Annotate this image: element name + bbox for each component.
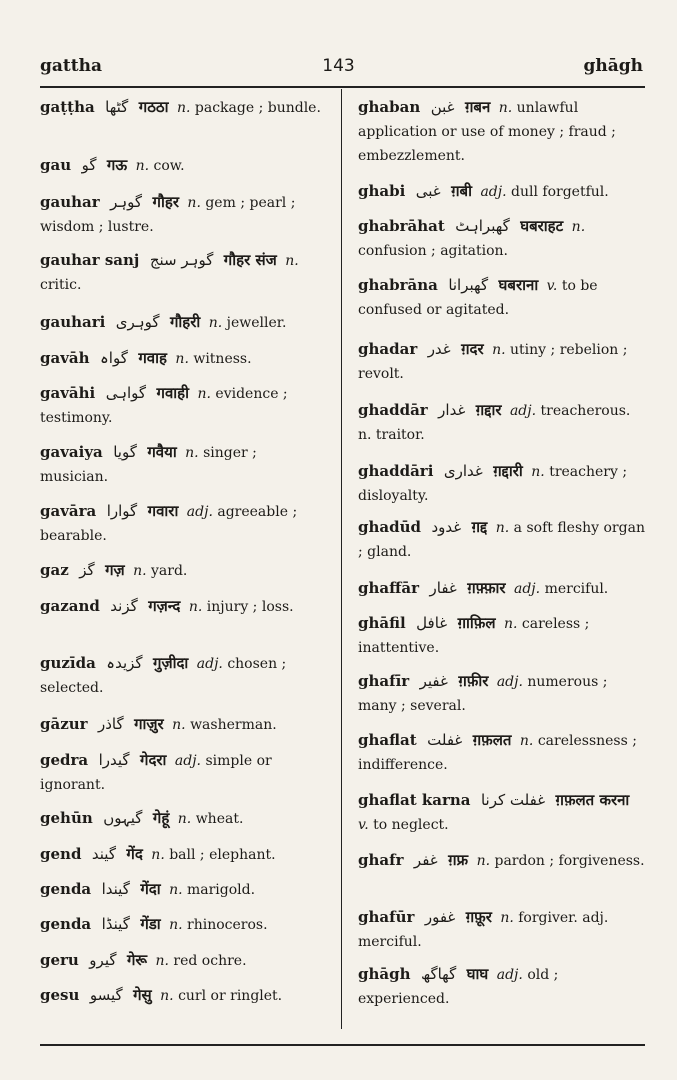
- dictionary-entry: [40, 440, 322, 489]
- footer-rule: [40, 1044, 645, 1046]
- headword: ghafīr: [358, 672, 410, 690]
- part-of-speech: adj.: [174, 753, 202, 769]
- definition: old ; experienced.: [358, 967, 559, 1007]
- urdu-script: گینڈا: [101, 915, 130, 933]
- headword: ghaflat: [358, 731, 417, 749]
- definition: utiny ; rebelion ; revolt.: [358, 342, 628, 382]
- part-of-speech: n.: [176, 100, 191, 116]
- dictionary-entry: [40, 558, 322, 583]
- part-of-speech: n.: [187, 195, 201, 211]
- part-of-speech: n.: [177, 811, 192, 827]
- part-of-speech: n.: [500, 910, 514, 926]
- hindi-script: ग़बन: [464, 98, 491, 116]
- headword: genda: [40, 880, 92, 898]
- urdu-script: گو: [81, 156, 97, 174]
- part-of-speech: n.: [476, 853, 491, 869]
- part-of-speech: n.: [160, 988, 174, 1004]
- headword: ghaffār: [358, 579, 420, 597]
- definition: chosen ; selected.: [40, 656, 287, 696]
- part-of-speech: n.: [185, 445, 199, 461]
- definition: curl or ringlet.: [178, 988, 283, 1004]
- part-of-speech: n.: [208, 315, 223, 331]
- definition: injury ; loss.: [206, 599, 294, 615]
- definition: dull forgetful.: [511, 184, 609, 200]
- dictionary-entry: [40, 248, 322, 297]
- headword: gehūn: [40, 809, 93, 827]
- definition: ball ; elephant.: [169, 847, 276, 863]
- headword: gaṭṭha: [40, 98, 95, 116]
- dictionary-entry: [40, 95, 322, 120]
- hindi-script: ग़बी: [451, 182, 472, 200]
- dictionary-entry: [40, 190, 322, 239]
- definition: cow.: [153, 158, 185, 174]
- dictionary-entry: [358, 728, 648, 777]
- urdu-script: غبن: [430, 98, 455, 116]
- hindi-script: गवाही: [156, 384, 190, 402]
- part-of-speech: adj.: [496, 674, 523, 690]
- hindi-script: गेंडा: [140, 915, 161, 933]
- dictionary-entry: [40, 499, 322, 548]
- dictionary-entry: [358, 576, 648, 601]
- headword: gavaiya: [40, 443, 103, 461]
- column-divider: [341, 89, 342, 1029]
- headword: gend: [40, 845, 82, 863]
- dictionary-entry: [358, 214, 648, 263]
- part-of-speech: n.: [155, 953, 169, 969]
- part-of-speech: n.: [169, 917, 183, 933]
- dictionary-entry: [40, 712, 322, 737]
- headword: ghadar: [358, 340, 418, 358]
- urdu-script: گیہوں: [103, 809, 143, 827]
- hindi-script: ग़द्द: [471, 518, 488, 536]
- headword: gesu: [40, 986, 80, 1004]
- header-guide-word-right: ghāgh: [583, 56, 643, 76]
- part-of-speech: n.: [503, 616, 518, 632]
- hindi-script: गौहर: [152, 193, 179, 211]
- headword: gavāra: [40, 502, 97, 520]
- headword: gau: [40, 156, 72, 174]
- dictionary-entry: [358, 337, 648, 386]
- headword: gavāh: [40, 349, 90, 367]
- definition: a soft fleshy organ ; gland.: [358, 520, 645, 560]
- definition: pardon ; forgiveness.: [494, 853, 645, 869]
- urdu-script: غداری: [443, 462, 483, 480]
- definition: numerous ; many ; several.: [358, 674, 608, 714]
- definition: wheat.: [195, 811, 244, 827]
- part-of-speech: adj.: [480, 184, 507, 200]
- definition: careless ; inattentive.: [358, 616, 590, 656]
- dictionary-entry: [40, 594, 322, 619]
- definition: yard.: [151, 563, 188, 579]
- part-of-speech: n.: [175, 351, 189, 367]
- definition: simple or ignorant.: [40, 753, 272, 793]
- headword: gauhar: [40, 193, 100, 211]
- dictionary-entry: [40, 153, 322, 178]
- hindi-script: ग़फ़्फ़ार: [467, 579, 506, 597]
- hindi-script: ग़फ़ूर: [465, 908, 492, 926]
- definition: singer ; musician.: [40, 445, 257, 485]
- urdu-script: غدود: [431, 518, 462, 536]
- hindi-script: गज़न्द: [148, 597, 181, 615]
- hindi-script: ग़फ़लत करना: [555, 791, 630, 809]
- part-of-speech: n.: [492, 342, 506, 358]
- dictionary-entry: [40, 651, 322, 700]
- hindi-script: ग़द्दार: [475, 401, 502, 419]
- hindi-script: गौहरी: [169, 313, 201, 331]
- definition: rhinoceros.: [187, 917, 268, 933]
- definition: package ; bundle.: [194, 100, 321, 116]
- definition: carelessness ; indifference.: [358, 733, 637, 773]
- hindi-script: ग़फ़ीर: [458, 672, 489, 690]
- headword: ghabrāna: [358, 276, 438, 294]
- dictionary-entry: [358, 179, 648, 204]
- urdu-script: گواہی: [105, 384, 147, 402]
- urdu-script: گزند: [110, 597, 138, 615]
- urdu-script: غافل: [416, 614, 448, 632]
- headword: gavāhi: [40, 384, 96, 402]
- dictionary-entry: [40, 748, 322, 797]
- urdu-script: گوہر: [110, 193, 143, 211]
- headword: ghadūd: [358, 518, 421, 536]
- hindi-script: गुज़ीदा: [153, 654, 189, 672]
- hindi-script: गज़: [105, 561, 125, 579]
- headword: guzīda: [40, 654, 96, 672]
- dictionary-entry: [358, 459, 648, 508]
- headword: ghaddāri: [358, 462, 434, 480]
- headword: ghaban: [358, 98, 421, 116]
- headword: ghafūr: [358, 908, 415, 926]
- headword: gauhar sanj: [40, 251, 140, 269]
- urdu-script: گٹھا: [105, 98, 129, 116]
- definition: witness.: [193, 351, 252, 367]
- part-of-speech: adj.: [196, 656, 223, 672]
- definition: forgiver. adj. merciful.: [358, 910, 609, 950]
- definition: agreeable ; bearable.: [40, 504, 298, 544]
- definition: washerman.: [190, 717, 277, 733]
- definition: treacherous. n. traitor.: [358, 403, 631, 443]
- urdu-script: گیدرا: [98, 751, 130, 769]
- urdu-script: گھبراہٹ: [455, 217, 510, 235]
- headword: ghafr: [358, 851, 404, 869]
- part-of-speech: n.: [197, 386, 211, 402]
- dictionary-entry: [40, 983, 322, 1008]
- hindi-script: ग़दर: [461, 340, 484, 358]
- page-number: 143: [322, 56, 355, 76]
- urdu-script: گیند: [91, 845, 116, 863]
- dictionary-entry: [40, 310, 322, 335]
- definition: jeweller.: [226, 315, 287, 331]
- headword: ghaddār: [358, 401, 428, 419]
- part-of-speech: n.: [498, 100, 513, 116]
- part-of-speech: adj.: [496, 967, 523, 983]
- urdu-script: گوارا: [106, 502, 138, 520]
- headword: genda: [40, 915, 92, 933]
- definition: gem ; pearl ; wisdom ; lustre.: [40, 195, 296, 235]
- part-of-speech: n.: [151, 847, 165, 863]
- definition: confusion ; agitation.: [358, 243, 508, 259]
- urdu-script: غفار: [429, 579, 457, 597]
- urdu-script: گزیدہ: [106, 654, 143, 672]
- definition: red ochre.: [173, 953, 247, 969]
- dictionary-entry: [40, 877, 322, 902]
- part-of-speech: n.: [169, 882, 183, 898]
- urdu-script: غفور: [424, 908, 456, 926]
- hindi-script: घबराना: [498, 276, 539, 294]
- headword: geru: [40, 951, 79, 969]
- hindi-script: गऊ: [106, 156, 128, 174]
- part-of-speech: n.: [531, 464, 545, 480]
- part-of-speech: n.: [571, 219, 586, 235]
- hindi-script: गेंदा: [140, 880, 161, 898]
- hindi-script: गठठा: [138, 98, 169, 116]
- headword: ghabi: [358, 182, 406, 200]
- headword: gauhari: [40, 313, 106, 331]
- urdu-script: گیندا: [101, 880, 130, 898]
- headword: ghāfil: [358, 614, 406, 632]
- hindi-script: गेरू: [126, 951, 148, 969]
- urdu-script: گیسو: [89, 986, 123, 1004]
- part-of-speech: n.: [495, 520, 510, 536]
- part-of-speech: n.: [188, 599, 203, 615]
- dictionary-entry: [358, 962, 648, 1011]
- dictionary-entry: [358, 905, 648, 954]
- part-of-speech: adj.: [514, 581, 541, 597]
- dictionary-entry: [40, 806, 322, 831]
- dictionary-entry: [40, 842, 322, 867]
- hindi-script: ग़फ़लत: [472, 731, 512, 749]
- urdu-script: گھاگھ: [420, 965, 457, 983]
- dictionary-entry: [40, 948, 322, 973]
- urdu-script: غبی: [415, 182, 441, 200]
- part-of-speech: v.: [358, 817, 369, 833]
- hindi-script: गवारा: [147, 502, 179, 520]
- urdu-script: گوہری: [115, 313, 160, 331]
- definition: marigold.: [186, 882, 256, 898]
- hindi-script: ग़द्दारी: [493, 462, 523, 480]
- dictionary-entry: [40, 381, 322, 430]
- headword: gazand: [40, 597, 100, 615]
- dictionary-entry: [358, 669, 648, 718]
- urdu-script: گواہ: [100, 349, 128, 367]
- hindi-script: गेसु: [133, 986, 152, 1004]
- dictionary-entry: [358, 95, 648, 168]
- headword: gāzur: [40, 715, 88, 733]
- hindi-script: गवाह: [138, 349, 167, 367]
- urdu-script: گوہر سنج: [149, 251, 214, 269]
- urdu-script: گویا: [113, 443, 137, 461]
- urdu-script: گاذر: [98, 715, 124, 733]
- part-of-speech: n.: [285, 253, 299, 269]
- definition: merciful.: [544, 581, 609, 597]
- definition: critic.: [40, 277, 82, 293]
- urdu-script: غفلت: [427, 731, 463, 749]
- hindi-script: गौहर संज: [223, 251, 277, 269]
- urdu-script: گز: [79, 561, 95, 579]
- dictionary-entry: [358, 398, 648, 447]
- part-of-speech: n.: [519, 733, 534, 749]
- definition: to neglect.: [373, 817, 449, 833]
- hindi-script: गेहूं: [152, 809, 170, 827]
- dictionary-entry: [358, 515, 648, 564]
- dictionary-entry: [358, 611, 648, 660]
- headword: ghabrāhat: [358, 217, 445, 235]
- definition: to be confused or agitated.: [358, 278, 598, 318]
- dictionary-entry: [358, 848, 648, 873]
- hindi-script: गेंद: [126, 845, 143, 863]
- part-of-speech: adj.: [509, 403, 537, 419]
- hindi-script: गेदरा: [140, 751, 167, 769]
- hindi-script: घबराहट: [520, 217, 564, 235]
- headword: ghaflat karna: [358, 791, 471, 809]
- urdu-script: گھبرانا: [448, 276, 489, 294]
- urdu-script: غدر: [427, 340, 451, 358]
- urdu-script: غدار: [438, 401, 466, 419]
- part-of-speech: v.: [546, 278, 558, 294]
- part-of-speech: n.: [172, 717, 186, 733]
- definition: unlawful application or use of money ; fraud ; embezzlement.: [358, 100, 616, 164]
- urdu-script: غفیر: [419, 672, 448, 690]
- header-guide-word-left: gattha: [40, 56, 102, 76]
- hindi-script: ग़ाफ़िल: [457, 614, 496, 632]
- headword: gedra: [40, 751, 89, 769]
- definition: evidence ; testimony.: [40, 386, 288, 426]
- urdu-script: گیرو: [89, 951, 117, 969]
- headword: ghāgh: [358, 965, 411, 983]
- urdu-script: غفر: [413, 851, 438, 869]
- header-rule: [40, 86, 645, 88]
- hindi-script: ग़फ्र: [448, 851, 469, 869]
- dictionary-entry: [40, 912, 322, 937]
- dictionary-entry: [358, 273, 648, 322]
- part-of-speech: n.: [133, 563, 147, 579]
- hindi-script: घाघ: [466, 965, 489, 983]
- part-of-speech: n.: [135, 158, 150, 174]
- dictionary-entry: [358, 788, 648, 837]
- part-of-speech: adj.: [186, 504, 213, 520]
- hindi-script: गाज़ुर: [134, 715, 164, 733]
- dictionary-entry: [40, 346, 322, 371]
- urdu-script: غفلت کرنا: [480, 791, 546, 809]
- hindi-script: गवैया: [147, 443, 177, 461]
- definition: treachery ; disloyalty.: [358, 464, 628, 504]
- headword: gaz: [40, 561, 69, 579]
